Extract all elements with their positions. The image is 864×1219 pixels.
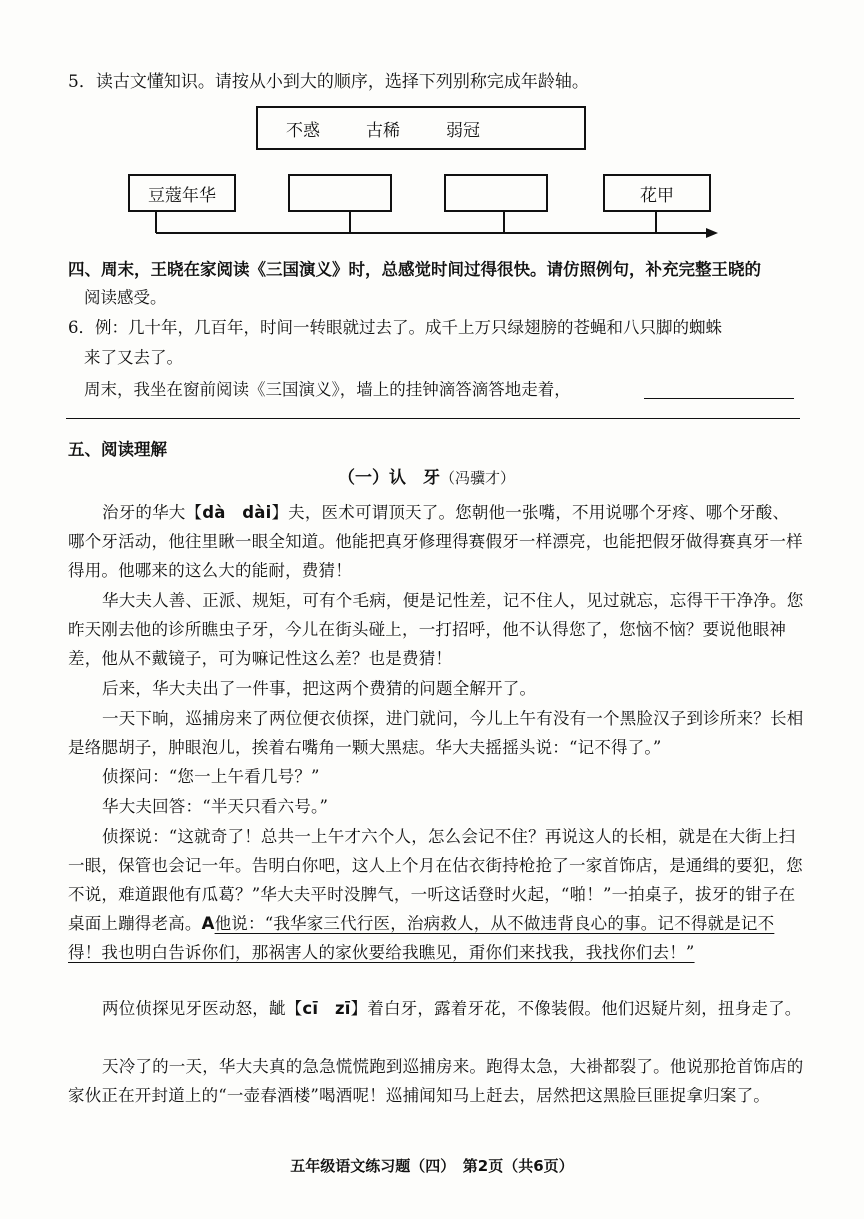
paragraph-4: 一天下晌，巡捕房来了两位便衣侦探，进门就问，今儿上午有没有一个黑脸汉子到诊所来？长相是络腮胡子，肿眼泡儿，挨着右嘴角一颗大黑痣。华大夫摇摇头说：“记不得了。” xyxy=(68,709,804,757)
question-5-text: 5．读古文懂知识。请按从小到大的顺序，选择下列别称完成年龄轴。 xyxy=(68,72,589,92)
paragraph-2: 华大夫人善、正派、规矩，可有个毛病，便是记性差，记不住人，见过就忘，忘得干干净净。您昨天刚去他的诊所瞧虫子牙，今儿在街头碰上，一打招呼，他不认得您了，您恼不恼？要说他眼神差，他从不戴镜子，可为嘛记性这么差？也是费猜！ xyxy=(68,591,804,668)
pinyin-choice-2: cī zī xyxy=(302,999,351,1018)
paragraph-3: 后来，华大夫出了一件事，把这两个费猜的问题全解开了。 xyxy=(102,679,537,698)
paragraph-9: 天冷了的一天，华大夫真的急急慌慌跑到巡捕房来。跑得太急，大褂都裂了。他说那抢首饰店的家伙正在开封道上的“一壶春酒楼”喝酒呢！巡捕闻知马上赶去，居然把这黑脸巨匪捉拿归案了。 xyxy=(68,1057,804,1105)
question-6-example-cont: 来了又去了。 xyxy=(84,348,183,367)
page-footer: 五年级语文练习题（四） 第2页（共6页） xyxy=(290,1157,574,1175)
section-4-heading-cont: 阅读感受。 xyxy=(84,288,167,307)
question-6-prompt: 周末，我坐在窗前阅读《三国演义》，墙上的挂钟滴答滴答地走着， xyxy=(84,380,571,399)
pinyin-choice-1: dà dài xyxy=(202,503,272,522)
paragraph-8: 两位侦探见牙医动怒，龇【cī zī】着白牙，露着牙花，不像装假。他们迟疑片刻，扭身走了。 xyxy=(102,999,802,1018)
answer-blank-line[interactable] xyxy=(644,398,794,399)
option-guxi: 古稀 xyxy=(366,120,400,141)
paragraph-7: 侦探说：“这就奇了！总共一上午才六个人，怎么会记不住？再说这人的长相，就是在大街上扫一眼，保管也会记一年。告明白你吧，这人上个月在估衣街持枪抢了一家首饰店，是通缉的要犯，您不说，难道跟他有瓜葛？”华大夫平时没脾气，一听这话登时火起，“啪！”一拍桌子，拔牙的钳子在桌面上蹦得老高。A他说：“我华家三代行医，治病救人，从不做违背良心的事。记不得就是记不得！我也明白告诉你们，那祸害人的家伙要给我瞧见，甭你们来找我，我找你们去！” xyxy=(68,827,803,962)
paragraph-1: 治牙的华大【dà dài】夫，医术可谓顶天了。您朝他一张嘴，不用说哪个牙疼、哪个牙酸、哪个牙活动，他往里瞅一眼全知道。他能把真牙修理得赛假牙一样漂亮，也能把假牙做得赛真牙一样得用。他哪来的这么大的能耐，费猜！ xyxy=(68,503,803,580)
marker-a: A xyxy=(201,914,215,933)
axis-box-4: 花甲 xyxy=(603,174,711,212)
axis-box-2-blank[interactable] xyxy=(288,174,392,212)
paragraph-6: 华大夫回答：“半天只看六号。” xyxy=(102,797,329,816)
axis-box-3-blank[interactable] xyxy=(444,174,548,212)
option-buhuo: 不惑 xyxy=(286,120,320,141)
option-ruoguan: 弱冠 xyxy=(446,120,480,141)
section-5-heading: 五、阅读理解 xyxy=(68,440,167,459)
section-4-heading: 四、周末，王晓在家阅读《三国演义》时，总感觉时间过得很快。请仿照例句，补充完整王晓的 xyxy=(68,260,761,279)
axis-box-1: 豆蔻年华 xyxy=(128,174,236,212)
age-options-box xyxy=(256,106,586,150)
passage-title: （一）认 牙 xyxy=(338,468,440,488)
passage-author: （冯骥才） xyxy=(440,469,516,487)
answer-line[interactable] xyxy=(66,418,800,419)
passage-title-wrap xyxy=(338,466,515,490)
question-6-example: 6．例：几十年，几百年，时间一转眼就过去了。成千上万只绿翅膀的苍蝇和八只脚的蜘蛛 xyxy=(68,318,722,337)
paragraph-5: 侦探问：“您一上午看几号？” xyxy=(102,767,320,786)
underlined-sentence-a: 他说：“我华家三代行医，治病救人，从不做违背良心的事。记不得就是记不得！我也明白告诉你们，那祸害人的家伙要给我瞧见，甭你们来找我，我找你们去！” xyxy=(68,914,775,962)
